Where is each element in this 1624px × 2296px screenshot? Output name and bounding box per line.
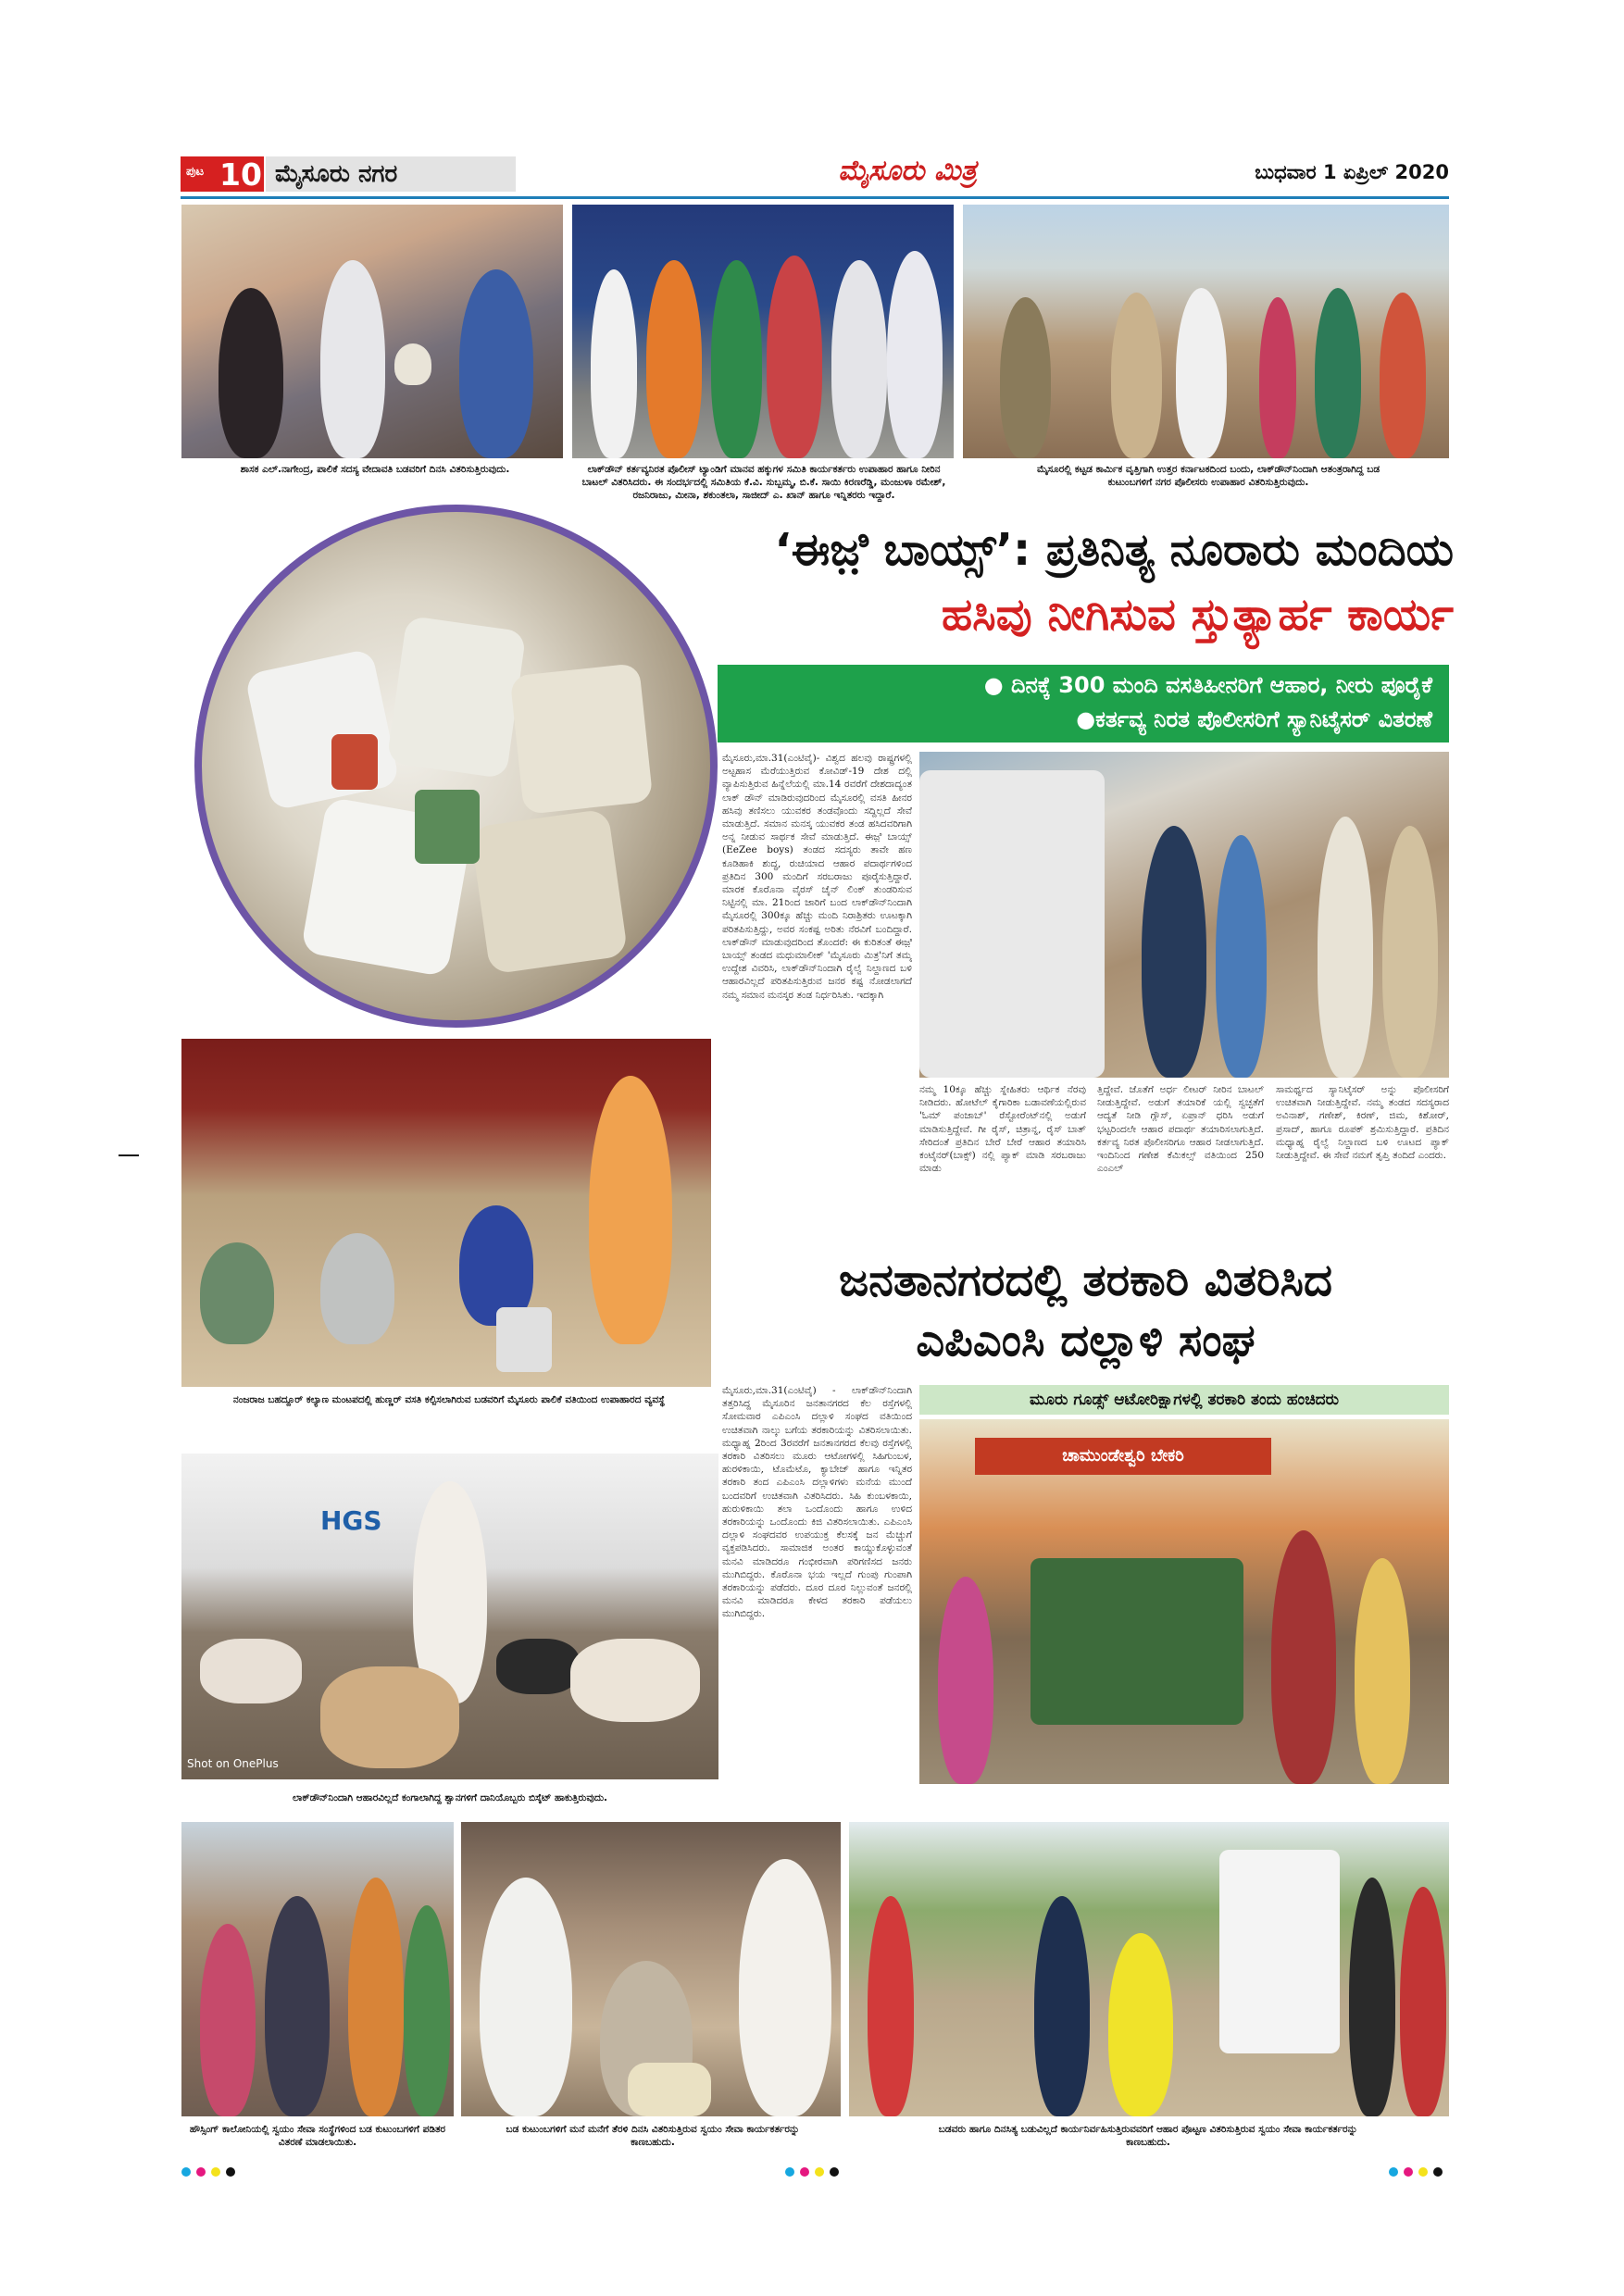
reg-dot-black [1433,2167,1443,2177]
figure [1400,1887,1446,2116]
figure [868,1896,914,2116]
reg-dot-magenta [800,2167,809,2177]
figure [589,1076,672,1344]
photo-ration-bags-circle [194,505,718,1028]
caption-top-2: ಲಾಕ್‌ಡೌನ್ ಕರ್ತವ್ಯನಿರತ ಪೊಲೀಸ್ ಟ್ಯಾಂಡಿಗೆ ಮಾನವ ಹಕ್ಕುಗಳ ಸಮಿತಿ ಕಾರ್ಯಕರ್ತರು ಉಪಾಹಾರ ಹಾಗೂ ನೀರಿನ ಬಾಟಲ್ ವಿತರಿಸಿದರು. ಈ ಸಂದರ್ಭದಲ್ಲಿ ಸಮಿತಿಯ ಕೆ.ವಿ. ಸುಬ್ಬಮ್ಮ, ಬಿ.ಕೆ. ಸಾಯಿ ಕಿರಣರೆಡ್ಡಿ, ಮಂಜುಳಾ ರಮೇಶ್, ರಜನಿರಾಜು, ಮೀನಾ, ಶಕುಂತಲಾ, ಸಾಜೀದ್ ಎ. ಖಾನ್ ಹಾಗೂ ಇನ್ನಿತರರು ಇದ್ದಾರೆ. [581,464,946,501]
figure [394,343,431,385]
figure [1318,817,1373,1078]
reg-dot-cyan [785,2167,794,2177]
figure [938,1577,993,1784]
van [1219,1850,1340,2053]
figure [591,269,637,458]
story1-col2: ನಮ್ಮ 10ಕ್ಕೂ ಹೆಚ್ಚು ಸ್ನೇಹಿತರು ಆರ್ಥಿಕ ನೆರವು ನೀಡಿದರು. ಹೋಟೆಲ್ ಕೈಗಾರಿಕಾ ಬಡಾವಣೆಯಲ್ಲಿರುವ 'ಓಮ್ ಪಂಜಾಬ್' ರೆಸ್ಟೋರೆಂಟ್‌ನಲ್ಲಿ ಅಡುಗೆ ಮಾಡಿಸುತ್ತಿದ್ದೇವೆ. ಗೀ ರೈಸ್, ಚಿತ್ರಾನ್ನ, ರೈಸ್ ಬಾತ್ ಸೇರಿದಂತೆ ಪ್ರತಿದಿನ ಬೇರೆ ಬೇರೆ ಆಹಾರ ತಯಾರಿಸಿ ಕಂಟೈನರ್(ಬಾಕ್ಸ್) ನಲ್ಲಿ ಪ್ಯಾಕ್ ಮಾಡಿ ಸರಬರಾಜು ಮಾಡು [919,1084,1086,1175]
photo-shelter-meal [181,1039,711,1387]
shop-sign: ಚಾಮುಂಡೇಶ್ವರಿ ಬೇಕರಿ [975,1438,1271,1475]
caption-bottom-1: ಹೌಸ್ಸಿಂಗ್ ಕಾಲೋನಿಯಲ್ಲಿ ಸ್ವಯಂ ಸೇವಾ ಸಂಸ್ಥೆಗಳಿಂದ ಬಡ ಕುಟುಂಬಗಳಿಗೆ ಪಡಿತರ ವಿತರಣೆ ಮಾಡಲಾಯಿತು. [189,2124,446,2148]
registration-marks-left [181,2163,241,2180]
page-label: ಪುಟ [186,165,205,179]
reg-dot-yellow [211,2167,220,2177]
dog [320,1666,459,1768]
page-number: 10 [219,156,262,193]
photo-mla-distribution [181,205,563,458]
story1-headline-1: ‘ಈಜ಼ಿ ಬಾಯ್ಸ್’: ಪ್ರತಿನಿತ್ಯ ನೂರಾರು ಮಂದಿಯ [774,524,1454,576]
reg-dot-yellow [815,2167,824,2177]
bag-label [331,734,378,790]
figure [1111,293,1162,458]
figure [646,260,702,458]
bag [386,616,526,780]
photo-police-food-distribution [963,205,1449,458]
bullet-1: ● ದಿನಕ್ಕೆ 300 ಮಂದಿ ವಸತಿಹೀನರಿಗೆ ಆಹಾರ, ನೀರು ಪೂರೈಕೆ [983,672,1432,698]
photo-door-to-door [461,1822,841,2116]
registration-marks-center [785,2163,844,2180]
caption-bottom-2: ಬಡ ಕುಟುಂಬಗಳಿಗೆ ಮನೆ ಮನೆಗೆ ತೆರಳಿ ದಿನಸಿ ವಿತರಿಸುತ್ತಿರುವ ಸ್ವಯಂ ಸೇವಾ ಕಾರ್ಯಕರ್ತರನ್ನು ಕಾಣಬಹುದು. [506,2124,800,2148]
figure [739,1859,831,2116]
figure [1034,1896,1090,2116]
figure [320,260,385,458]
page-header [181,155,1449,193]
figure [1380,293,1426,458]
figure [1355,1558,1410,1784]
photo-housing-colony [181,1822,454,2116]
figure [480,1878,572,2116]
caption-shelter: ನಂಜರಾಜ ಬಹದ್ದೂರ್ ಕಲ್ಯಾಣ ಮಂಟಪದಲ್ಲಿ ಹುಣ್ಣರ್ ವಸತಿ ಕಲ್ಪಿಸಲಾಗಿರುವ ಬಡವರಿಗೆ ಮೈಸೂರು ಪಾಲಿಕೆ ವತಿಯಿಂದ ಉಪಾಹಾರದ ವ್ಯವಸ್ಥೆ [232,1394,666,1405]
figure [1000,297,1051,458]
figure [1108,1933,1173,2116]
photo-food-packets-van [849,1822,1449,2116]
figure [887,251,943,458]
figure [1259,297,1296,458]
masthead: ಮೈಸೂರು ಮಿತ್ರ [838,155,977,187]
figure [219,288,283,458]
story2-headline-1: ಜನತಾನಗರದಲ್ಲಿ ತರಕಾರಿ ವಿತರಿಸಿದ [838,1254,1333,1306]
auto-rickshaw [1031,1558,1243,1725]
bag [628,2063,711,2116]
figure [767,256,822,458]
figure [1382,826,1438,1078]
caption-top-1: ಶಾಸಕ ಎಲ್.ನಾಗೇಂದ್ರ, ಪಾಲಿಕೆ ಸದಸ್ಯ ವೇದಾವತಿ ಬಡವರಿಗೆ ದಿನಸಿ ವಿತರಿಸುತ್ತಿರುವುದು. [240,464,510,475]
story1-col3: ತ್ತಿದ್ದೇವೆ. ಜೊತೆಗೆ ಅರ್ಧ ಲೀಟರ್ ನೀರಿನ ಬಾಟಲ್ ನೀಡುತ್ತಿದ್ದೇವೆ. ಅಡುಗೆ ತಯಾರಿಕೆ ಯಲ್ಲಿ ಸ್ವಚ್ಛತೆಗೆ ಆದ್ಯತೆ ನೀಡಿ ಗ್ಲೌಸ್, ಏಪ್ರಾನ್ ಧರಿಸಿ ಅಡುಗೆ ಭಟ್ಟರಿಂದಲೇ ಆಹಾರ ಪದಾರ್ಥ ತಯಾರಿಸಲಾಗುತ್ತಿದೆ. ಕರ್ತವ್ಯ ನಿರತ ಪೊಲೀಸರಿಗೂ ಆಹಾರ ನೀಡಲಾಗುತ್ತಿದೆ. ಇಂದಿನಿಂದ ಗಣೇಶ ಕೆಮಿಕಲ್ಸ್ ವತಿಯಿಂದ 250 ಎಂಎಲ್ [1097,1084,1264,1175]
photo-vegetable-distribution [919,1419,1449,1784]
page-number-badge [181,156,264,192]
story1-col4: ಸಾಮರ್ಥ್ಯದ ಸ್ಯಾನಿಟೈಸರ್ ಅನ್ನು ಪೊಲೀಸರಿಗೆ ಉಚಿತವಾಗಿ ನೀಡುತ್ತಿದ್ದೇವೆ. ನಮ್ಮ ತಂಡದ ಸದಸ್ಯರಾದ ಅವಿನಾಶ್, ಗಣೇಶ್, ಕಿರಣ್, ಜಿಮ, ಕಿಶೋರ್, ಪ್ರಸಾದ್, ಹಾಗೂ ರೂಪಕ್ ಶ್ರಮಿಸುತ್ತಿದ್ದಾರೆ. ಪ್ರತಿದಿನ ಮಧ್ಯಾಹ್ನ ರೈಲ್ವೆ ನಿಲ್ದಾಣದ ಬಳಿ ಊಟದ ಪ್ಯಾಕ್ ನೀಡುತ್ತಿದ್ದೇವೆ. ಈ ಸೇವೆ ನಮಗೆ ತೃಪ್ತಿ ತಂದಿದೆ ಎಂದರು. [1276,1084,1449,1162]
figure [831,260,887,458]
reg-dot-cyan [1389,2167,1398,2177]
figure [320,1233,394,1344]
figure [1349,1878,1395,2116]
dog [570,1639,700,1722]
pot [496,1307,552,1372]
story2-body: ಮೈಸೂರು,ಮಾ.31(ಎಂಟಿವೈ) - ಲಾಕ್‌ಡೌನ್‌ನಿಂದಾಗಿ ತತ್ತರಿಸಿದ್ದ ಮೈಸೂರಿನ ಜನತಾನಗರದ ಕೆಲ ರಸ್ತೆಗಳಲ್ಲಿ ಸೋಮವಾರ ಎಪಿಎಂಸಿ ದಲ್ಲಾಳಿ ಸಂಘದ ವತಿಯಿಂದ ಉಚಿತವಾಗಿ ನಾಲ್ಕು ಬಗೆಯ ತರಕಾರಿಯನ್ನು ವಿತರಿಸಲಾಯಿತು. ಮಧ್ಯಾಹ್ನ 2ರಿಂದ 3ರವರೆಗೆ ಜನತಾನಗರದ ಕೆಲವು ರಸ್ತೆಗಳಲ್ಲಿ ತರಕಾರಿ ವಿತರಿಸಲು ಮೂರು ಆಟೋಗಳಲ್ಲಿ ಸಿಹಿಗುಂಬಳ, ಹುರಳಿಕಾಯಿ, ಟೊಮೆಟೊ, ಕ್ಯಾಬೇಜ್ ಹಾಗೂ ಇನ್ನಿತರ ತರಕಾರಿ ತಂದ ಎಪಿಎಂಸಿ ದಲ್ಲಾಳಿಗಳು ಮನೆಯ ಮುಂದೆ ಬಂದವರಿಗೆ ಉಚಿತವಾಗಿ ವಿತರಿಸಿದರು. ಸಿಹಿ ಕುಂಬಳಕಾಯಿ, ಹುರುಳಿಕಾಯಿ ತಲಾ ಒಂದೊಂದು ಹಾಗೂ ಉಳಿದ ತರಕಾರಿಯನ್ನು ಒಂದೊಂದು ಕಿಜಿ ವಿತರಿಸಲಾಯಿತು. ಎಪಿಎಂಸಿ ದಲ್ಲಾಳಿ ಸಂಘದವರ ಉಪಯುಕ್ತ ಕೆಲಸಕ್ಕೆ ಜನ ಮೆಚ್ಚುಗೆ ವ್ಯಕ್ತಪಡಿಸಿದರು. ಸಾಮಾಜಿಕ ಅಂತರ ಕಾಯ್ದುಕೊಳ್ಳುವಂತೆ ಮನವಿ ಮಾಡಿದರೂ ಗಂಭೀರವಾಗಿ ಪರಿಗಣಿಸದ ಜನರು ಮುಗಿಬಿದ್ದರು. ಕೊರೊನಾ ಭಯ ಇಲ್ಲದೆ ಗುಂಪು ಗುಂಪಾಗಿ ತರಕಾರಿಯನ್ನು ಪಡೆದರು. ದೂರ ದೂರ ನಿಲ್ಲುವಂತೆ ಜನರಲ್ಲಿ ಮನವಿ ಮಾಡಿದರೂ ಕೇಳದ ತರಕಾರಿ ಪಡೆಯಲು ಮುಗಿಬಿದ್ದರು. [722,1385,912,1620]
figure [404,1905,450,2116]
story2-headline-2: ಎಪಿಎಂಸಿ ದಲ್ಲಾಳಿ ಸಂಘ [916,1315,1255,1366]
crop-mark [119,1154,139,1156]
reg-dot-black [830,2167,839,2177]
figure [711,260,762,458]
figure [265,1896,330,2116]
reg-dot-magenta [196,2167,206,2177]
bag [510,663,654,815]
caption-bottom-3: ಬಡವರು ಹಾಗೂ ದಿನಸಿತ್ಯ ಬಡುವಿಲ್ಲದೆ ಕಾರ್ಯನಿರ್ವಹಿಸುತ್ತಿರುವವರಿಗೆ ಆಹಾರ ಪೊಟ್ಟಣ ವಿತರಿಸುತ್ತಿರುವ ಸ್ವಯಂ ಸೇವಾ ಕಾರ್ಯಕರ್ತರನ್ನು ಕಾಣಬಹುದು. [938,2124,1358,2148]
caption-top-3: ಮೈಸೂರಲ್ಲಿ ಕಟ್ಟಡ ಕಾರ್ಮಿಕ ವೃತ್ತಿಗಾಗಿ ಉತ್ತರ ಕರ್ನಾಟಕದಿಂದ ಬಂದು, ಲಾಕ್‌ಡೌನ್‌ನಿಂದಾಗಿ ಆತಂತ್ರರಾಗಿದ್ದ ಬಡ ಕುಟುಂಬಗಳಿಗೆ ನಗರ ಪೊಲೀಸರು ಉಪಾಹಾರ ವಿತರಿಸುತ್ತಿರುವುದು. [1036,464,1380,488]
figure [1271,1530,1336,1784]
bag-label [415,790,480,864]
camera-watermark: Shot on OnePlus [187,1757,279,1770]
registration-marks-right [1389,2163,1448,2180]
figure [1216,835,1267,1078]
caption-dogs: ಲಾಕ್‌ಡೌನ್‌ನಿಂದಾಗಿ ಆಹಾರವಿಲ್ಲದೆ ಕಂಗಾಲಾಗಿದ್ದ ಶ್ವಾನಗಳಿಗೆ ದಾನಿಯೊಬ್ಬರು ಬಿಸ್ಕೆಟ್ ಹಾಕುತ್ತಿರುವುದು. [292,1792,608,1803]
story2-subhead: ಮೂರು ಗೂಡ್ಸ್ ಆಟೋರಿಕ್ಷಾಗಳಲ್ಲಿ ತರಕಾರಿ ತಂದು ಹಂಚಿದರು [919,1385,1449,1415]
section-name: ಮೈಸೂರು ನಗರ [275,160,398,188]
figure [1315,288,1361,458]
figure [1142,826,1206,1078]
figure [459,269,533,458]
car [919,770,1105,1078]
bag [470,808,629,974]
photo-dogs-feeding [181,1454,718,1779]
story1-bullet-band [718,665,1449,742]
story1-headline-2: ಹಸಿವು ನೀಗಿಸುವ ಸ್ತುತ್ಯಾರ್ಹ ಕಾರ್ಯ [941,589,1454,641]
story1-col1: ಮೈಸೂರು,ಮಾ.31(ಎಂಟಿವೈ)- ವಿಶ್ವದ ಹಲವು ರಾಷ್ಟ್ರಗಳಲ್ಲಿ ಅಟ್ಟಹಾಸ ಮೆರೆಯುತ್ತಿರುವ ಕೋವಿಡ್-19 ದೇಶ ದಲ್ಲಿ ವ್ಯಾಪಿಸುತ್ತಿರುವ ಹಿನ್ನೆಲೆಯಲ್ಲಿ ಮಾ.14 ರವರೆಗೆ ದೇಶದಾದ್ಯಂತ ಲಾಕ್ ಡೌನ್ ಮಾಡಿರುವುದರಿಂದ ಮೈಸೂರಲ್ಲಿ ವಸತಿ ಹೀನರ ಹಸಿವು ತಣಿಸಲು ಯುವಕರ ತಂಡವೊಂದು ಸದ್ದಿಲ್ಲದೆ ಸೇವೆ ಮಾಡುತ್ತಿದೆ. ಸಮಾನ ಮನಸ್ಕ ಯುವಕರ ತಂಡ ಹಸಿದವರಿಗಾಗಿ ಅನ್ನ ನೀಡುವ ಸಾರ್ಥಕ ಸೇವೆ ಮಾಡುತ್ತಿದೆ. ಈಜ಼ಿ ಬಾಯ್ಸ್ (EeZee boys) ತಂಡದ ಸದಸ್ಯರು ತಾವೇ ಹಣ ಕೂಡಿಹಾಕಿ ಶುದ್ಧ, ರುಚಿಯಾದ ಆಹಾರ ಪದಾರ್ಥಗಳಿಂದ ಪ್ರತಿದಿನ 300 ಮಂದಿಗೆ ಸರಬರಾಜು ಪೂರೈಸುತ್ತಿದ್ದಾರೆ. ಮಾರಕ ಕೊರೊನಾ ವೈರಸ್ ಚೈನ್ ಲಿಂಕ್ ತುಂಡರಿಸುವ ನಿಟ್ಟಿನಲ್ಲಿ ಮಾ. 21ರಿಂದ ಜಾರಿಗೆ ಬಂದ ಲಾಕ್‌ಡೌನ್‌ನಿಂದಾಗಿ ಮೈಸೂರಲ್ಲಿ 300ಕ್ಕೂ ಹೆಚ್ಚು ಮಂದಿ ನಿರಾಶ್ರಿತರು ಊಟಕ್ಕಾಗಿ ಪರಿತಪಿಸುತ್ತಿದ್ದು, ಅವರ ಸಂಕಷ್ಟ ಅರಿತು ನೆರವಿಗೆ ಬಂದಿದ್ದಾರೆ. ಲಾಕ್‌ಡೌನ್ ಮಾಡುವುದರಿಂದ ತೊಂದರೆ: ಈ ಕುರಿತಂತೆ ಈಜ಼ಿ ಬಾಯ್ಸ್ ತಂಡದ ಮಧುಮಾಲೀಕ್ 'ಮೈಸೂರು ಮಿತ್ರ'ನಿಗೆ ತಮ್ಮ ಉದ್ದೇಶ ವಿವರಿಸಿ, ಲಾಕ್‌ಡೌನ್‌ನಿಂದಾಗಿ ರೈಲ್ವೆ ನಿಲ್ದಾಣದ ಬಳಿ ಆಹಾರವಿಲ್ಲದೆ ಪರಿತಪಿಸುತ್ತಿರುವ ಜನರ ಕಷ್ಟ ನೋಡಲಾಗದೆ ನಮ್ಮ ಸಮಾನ ಮನಸ್ಕರ ತಂಡ ನಿರ್ಧರಿಸಿತು. ಇದಕ್ಕಾಗಿ [722,753,912,1001]
figure [200,1242,274,1344]
issue-date: ಬುಧವಾರ 1 ಏಪ್ರಿಲ್ 2020 [1255,161,1449,183]
dog [496,1639,580,1694]
figure [200,1924,256,2116]
photo-human-rights-committee [572,205,954,458]
bullet-2: ●ಕರ್ತವ್ಯ ನಿರತ ಪೊಲೀಸರಿಗೆ ಸ್ಯಾನಿಟೈಸರ್ ವಿತರಣೆ [1076,706,1432,732]
figure [348,1878,404,2116]
reg-dot-cyan [181,2167,191,2177]
figure [1176,288,1227,458]
reg-dot-black [226,2167,235,2177]
reg-dot-yellow [1418,2167,1428,2177]
photo-eezee-boys-distribution [919,752,1449,1078]
bag [244,648,400,811]
reg-dot-magenta [1404,2167,1413,2177]
dog [200,1639,302,1703]
section-name-band [266,156,516,192]
header-rule [181,196,1449,199]
hgs-sign: HGS [320,1505,382,1536]
